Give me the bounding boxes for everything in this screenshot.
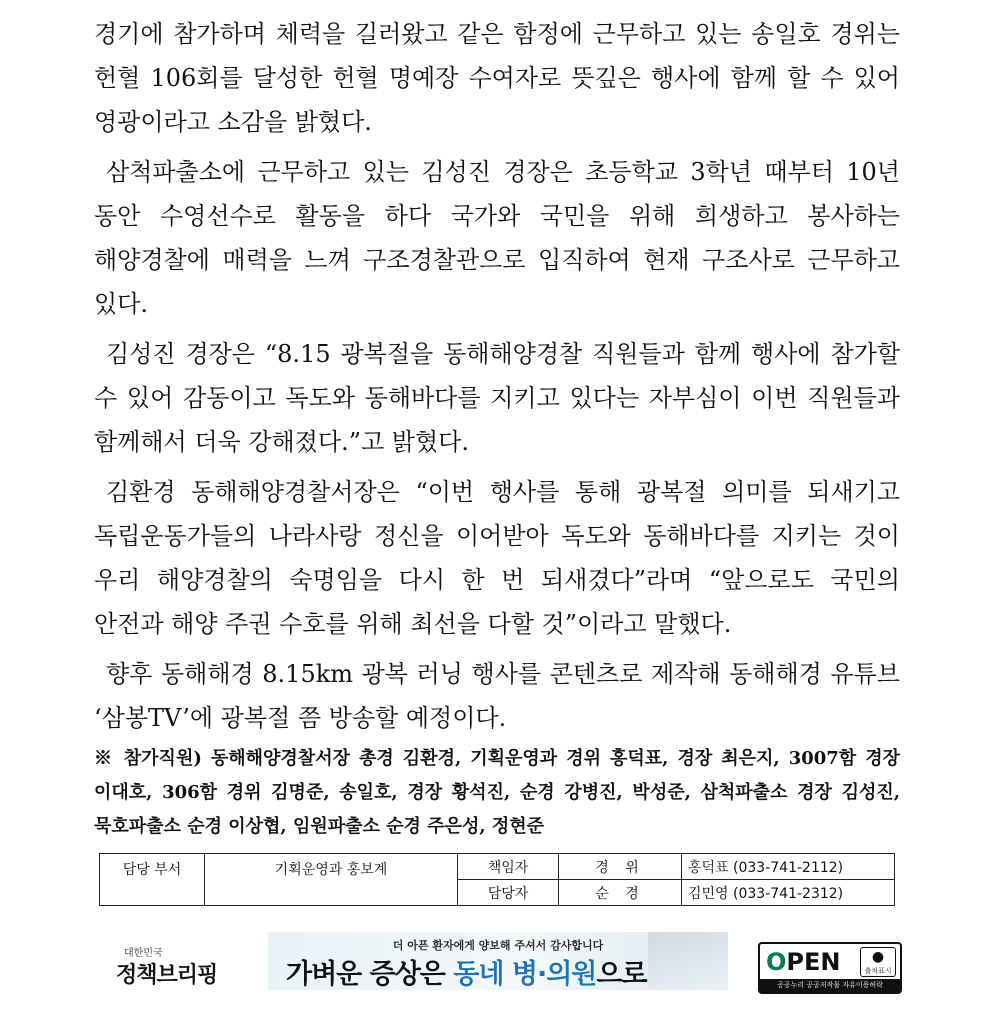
paragraph-4: 김환경 동해해양경찰서장은 “이번 행사를 통해 광복절 의미를 되새기고 독립운동가들의 나라사랑 정신을 이어받아 독도와 동해바다를 지키는 것이 우리 해양경찰의 숙명임을 다시 한 번 되새겼다”라며 “앞으로도 국민의 안전과 해양 주권 수호를 위해 최선을 다할 것”이라고 말했다. [94,478,900,638]
name-phone-cell: 홍덕표 (033-741-2112) [682,854,895,880]
campaign-banner[interactable] [268,932,728,990]
contact-row [100,854,895,880]
paragraph-5: 향후 동해해경 8.15km 광복 러닝 행사를 콘텐츠로 제작해 동해해경 유튜브 ‘삼봉TV’에 광복절 쯤 방송할 예정이다. [94,660,900,732]
kogl-open-license-badge[interactable] [758,942,902,994]
open-logo-o: O [766,948,787,976]
attribution-label: 출처표시 [864,967,892,975]
article-body [94,12,900,746]
dept-value: 기획운영과 홍보계 [205,854,458,906]
rank-cell: 순 경 [559,880,682,906]
paragraph-3: 김성진 경장은 “8.15 광복절을 동해해양경찰 직원들과 함께 행사에 참가할 수 있어 감동이고 독도와 동해바다를 지키고 있다는 자부심이 이번 직원들과 함께해서 더욱 강해졌다.”고 밝혔다. [94,340,900,456]
logo-small-text: 대한민국 [124,948,163,959]
banner-subtitle: 더 아픈 환자에게 양보해 주셔서 감사합니다 [392,939,604,952]
open-logo-pen: PEN [786,948,841,976]
name-phone-cell: 김민영 (033-741-2312) [682,880,895,906]
dept-label: 담당 부서 [100,854,205,906]
attribution-icon [860,947,896,977]
banner-headline-highlight: 동네 병·의원 [453,959,597,990]
open-logo-text [766,948,840,976]
role-cell: 담당자 [458,880,559,906]
footer [0,932,992,992]
banner-headline [286,952,647,990]
paragraph-1: 경기에 참가하며 체력을 길러왔고 같은 함정에 근무하고 있는 송일호 경위는 헌혈 106회를 달성한 헌혈 명예장 수여자로 뜻깊은 행사에 함께 할 수 있어 영광이라고 소감을 밝혔다. [94,20,900,136]
banner-headline-part: 으로 [596,959,647,990]
role-cell: 책임자 [458,854,559,880]
korea-policy-briefing-logo[interactable] [116,944,226,994]
rank-cell: 경 위 [559,854,682,880]
person-icon: ● [871,949,885,965]
logo-main-text: 정책브리핑 [116,963,218,988]
participant-note: ※ 참가직원) 동해해양경찰서장 총경 김환경, 기획운영과 경위 홍덕표, 경장 최은지, 3007함 경장 이대호, 306함 경위 김명준, 송일호, 경장 황석진, 순경 강병진, 박성준, 삼척파출소 경장 김성진, 묵호파출소 순경 이상협, 임원파출소 순경 주은성, 정현준 [94,748,900,837]
kogl-caption: 공공누리 공공저작물 자유이용허락 [760,979,900,992]
banner-headline-part: 가벼운 증상은 [286,959,454,990]
paragraph-2: 삼척파출소에 근무하고 있는 김성진 경장은 초등학교 3학년 때부터 10년 동안 수영선수로 활동을 하다 국가와 국민을 위해 희생하고 봉사하는 해양경찰에 매력을 느껴 구조경찰관으로 입직하여 현재 구조사로 근무하고 있다. [94,158,900,318]
contact-table [99,853,895,906]
